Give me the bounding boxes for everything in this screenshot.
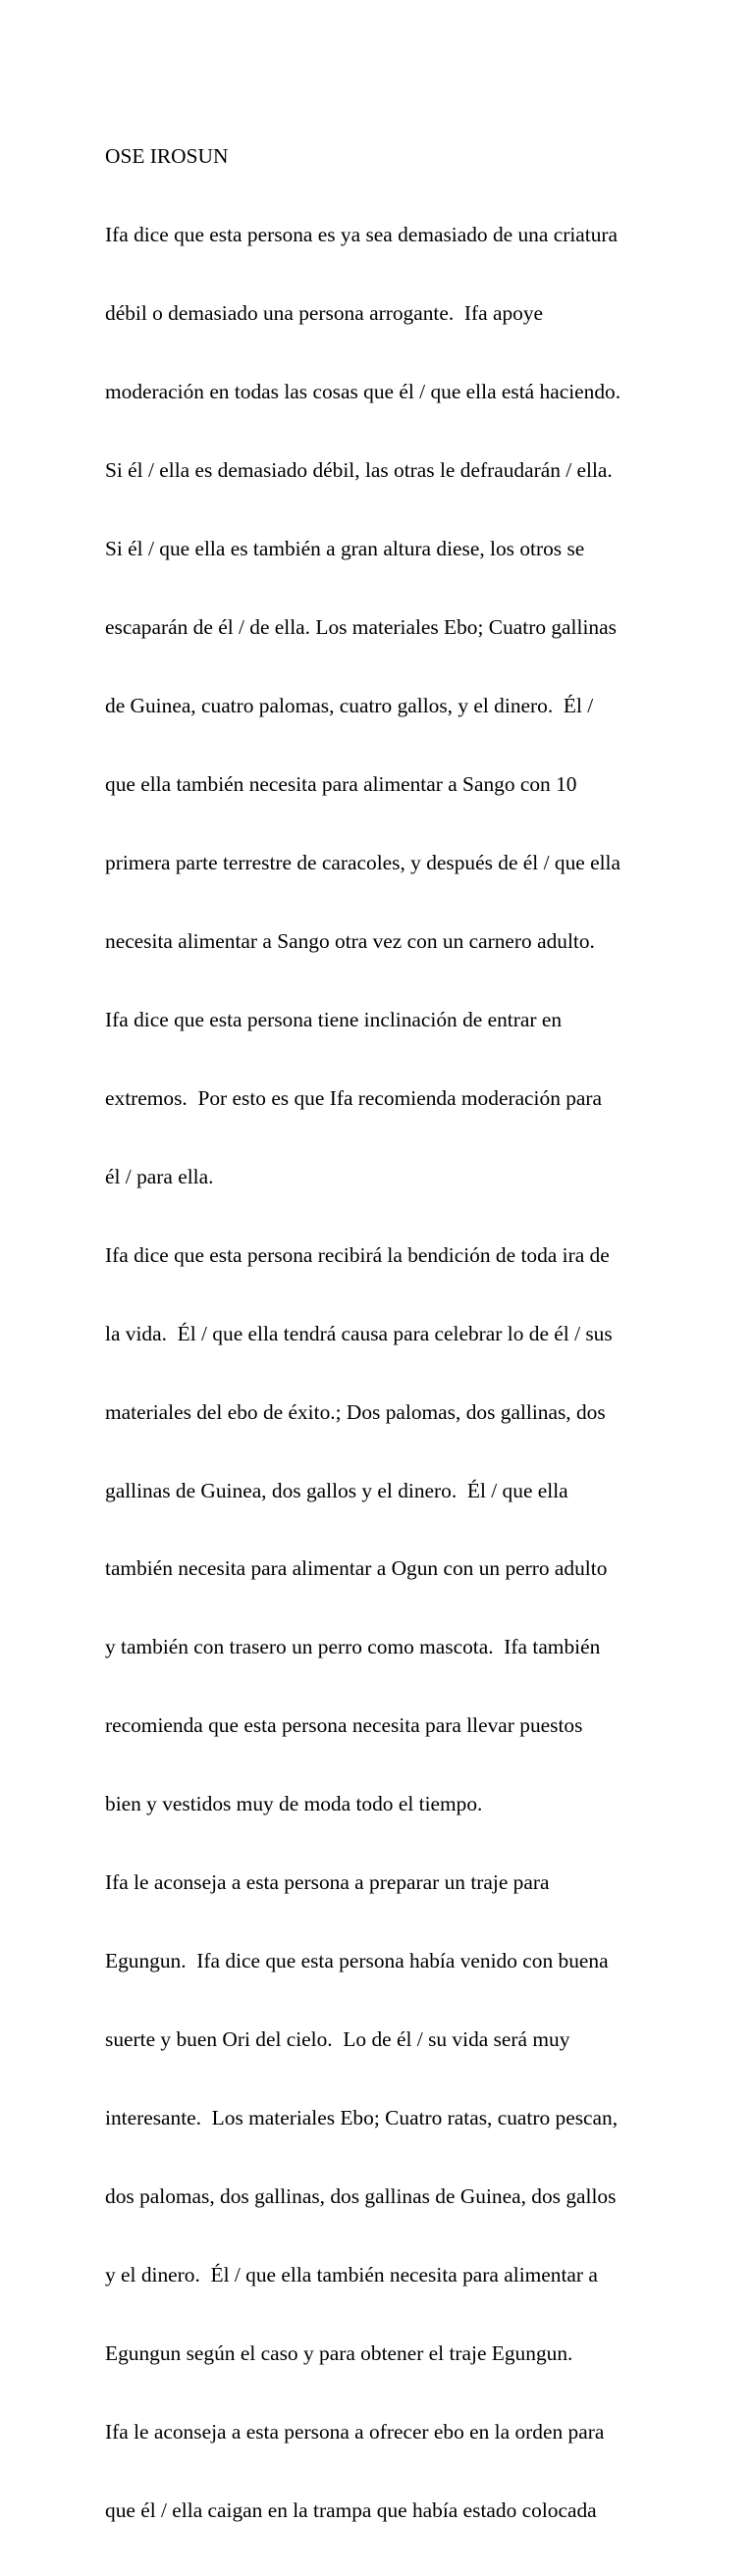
text-line: necesita alimentar a Sango otra vez con un carnero adulto.: [105, 928, 595, 953]
text-line: él / para ella.: [105, 1164, 214, 1188]
document-text: [105, 91, 674, 2576]
text-line: la vida. Él / que ella tendrá causa para celebrar lo de él / sus: [105, 1321, 613, 1345]
text-line: y el dinero. Él / que ella también necesita para alimentar a: [105, 2263, 598, 2287]
text-line: bien y vestidos muy de moda todo el tiempo.: [105, 1792, 483, 1816]
text-line: también necesita para alimentar a Ogun con un perro adulto: [105, 1556, 608, 1581]
text-line: Ifa dice que esta persona tiene inclinación de entrar en: [105, 1007, 563, 1031]
text-line: débil o demasiado una persona arrogante. Ifa apoye: [105, 301, 544, 326]
text-line: Si él / ella es demasiado débil, las otras le defraudarán / ella.: [105, 458, 613, 483]
document-heading: OSE IROSUN: [105, 144, 229, 169]
text-line: que ella también necesita para alimentar a Sango con 10: [105, 771, 577, 796]
text-line: dos palomas, dos gallinas, dos gallinas de Guinea, dos gallos: [105, 2184, 617, 2209]
text-line: Ifa dice que esta persona recibirá la bendición de toda ira de: [105, 1242, 610, 1267]
text-line: recomienda que esta persona necesita para llevar puestos: [105, 1713, 583, 1738]
text-line: primera parte terrestre de caracoles, y después de él / que ella: [105, 850, 620, 874]
text-line: materiales del ebo de éxito.; Dos palomas, dos gallinas, dos: [105, 1399, 606, 1424]
text-line: Ifa le aconseja a esta persona a preparar un traje para: [105, 1870, 550, 1895]
text-line: que él / ella caigan en la trampa que había estado colocada: [105, 2497, 597, 2522]
text-line: moderación en todas las cosas que él / que ella está haciendo.: [105, 380, 621, 404]
text-line: interesante. Los materiales Ebo; Cuatro ratas, cuatro pescan,: [105, 2106, 619, 2130]
text-line: Si él / que ella es también a gran altura diese, los otros se: [105, 537, 585, 561]
text-line: Ifa dice que esta persona es ya sea demasiado de una criatura: [105, 223, 619, 247]
text-line: y también con trasero un perro como mascota. Ifa también: [105, 1635, 601, 1659]
text-line: escaparán de él / de ella. Los materiales Ebo; Cuatro gallinas: [105, 615, 617, 640]
text-line: Egungun. Ifa dice que esta persona había venido con buena: [105, 1949, 609, 1973]
text-line: suerte y buen Ori del cielo. Lo de él / su vida será muy: [105, 2027, 570, 2052]
text-line: extremos. Por esto es que Ifa recomienda moderación para: [105, 1085, 603, 1110]
text-line: Ifa le aconseja a esta persona a ofrecer ebo en la orden para: [105, 2419, 605, 2444]
text-line: Egungun según el caso y para obtener el traje Egungun.: [105, 2341, 573, 2365]
text-line: de Guinea, cuatro palomas, cuatro gallos, y el dinero. Él /: [105, 693, 594, 717]
text-line: gallinas de Guinea, dos gallos y el dinero. Él / que ella: [105, 1478, 568, 1502]
